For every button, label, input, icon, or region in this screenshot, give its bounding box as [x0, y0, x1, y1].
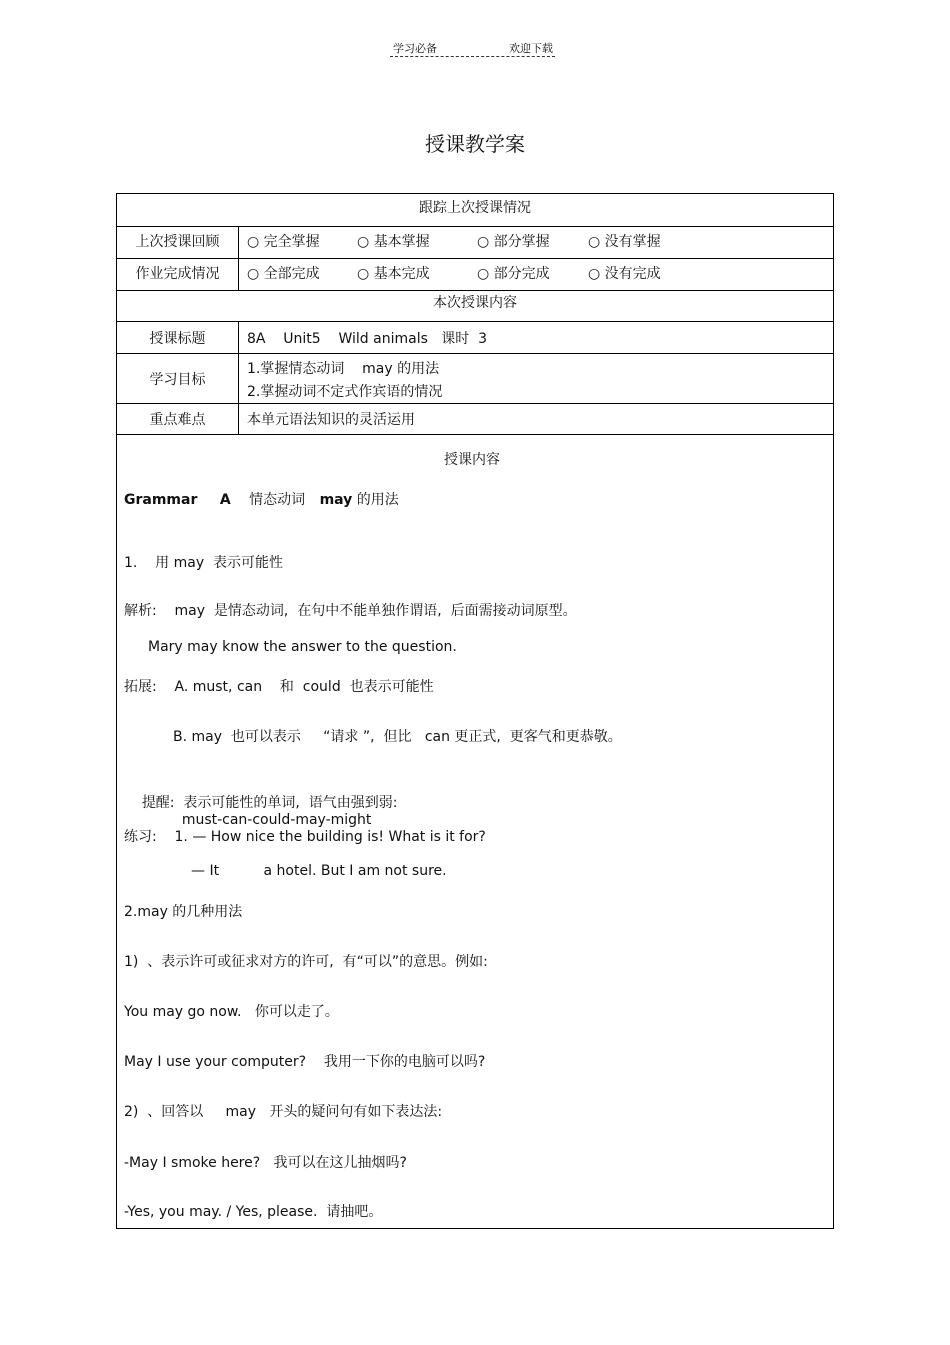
- grammar-heading: [124, 489, 399, 509]
- page-header: [390, 40, 555, 57]
- goals-line-2: 2.掌握动词不定式作宾语的情况: [247, 384, 443, 400]
- row-divider: [117, 353, 833, 354]
- exercise-answer-end: a hotel. But I am not sure.: [263, 863, 447, 879]
- homework-option-1: ○ 全部完成: [247, 266, 320, 282]
- row-divider: [117, 290, 833, 291]
- document-title: 授课教学案: [425, 132, 525, 156]
- homework-option-2: ○ 基本完成: [357, 266, 430, 282]
- topic-label: 授课标题: [149, 331, 206, 347]
- grammar-may: may: [319, 492, 353, 508]
- example-3: May I use your computer? 我用一下你的电脑可以吗?: [124, 1054, 486, 1070]
- goals-line-1: 1.掌握情态动词 may 的用法: [247, 361, 440, 377]
- exercise-question: 练习: 1. — How nice the building is! What is it for?: [124, 829, 486, 845]
- row-divider: [117, 226, 833, 227]
- column-divider: [238, 226, 239, 290]
- review-option-3: ○ 部分掌握: [477, 234, 550, 250]
- example-4: -May I smoke here? 我可以在这儿抽烟吗?: [124, 1155, 407, 1171]
- review-option-4: ○ 没有掌握: [588, 234, 661, 250]
- review-option-1: ○ 完全掌握: [247, 234, 320, 250]
- goals-label: 学习目标: [149, 372, 206, 388]
- topic-value: 8A Unit5 Wild animals 课时 3: [247, 331, 488, 347]
- column-divider: [238, 321, 239, 434]
- grammar-section: A: [219, 492, 231, 508]
- current-header: 本次授课内容: [433, 295, 517, 311]
- homework-label: 作业完成情况: [135, 266, 220, 282]
- example-1: Mary may know the answer to the question.: [148, 639, 457, 655]
- extension: 拓展: A. must, can 和 could 也表示可能性: [124, 679, 434, 695]
- row-divider: [117, 321, 833, 322]
- analysis: 解析: may 是情态动词, 在句中不能单独作谓语, 后面需接动词原型。: [124, 603, 577, 619]
- track-header: 跟踪上次授课情况: [419, 200, 531, 216]
- reminder-text: 提醒: 表示可能性的单词, 语气由强到弱:: [141, 795, 398, 811]
- focus-label: 重点难点: [149, 412, 206, 428]
- header-left: 学习必备: [393, 42, 437, 55]
- row-divider: [117, 403, 833, 404]
- exercise-answer-start: — It: [191, 863, 220, 879]
- reminder-sequence: must-can-could-may-might: [181, 812, 372, 828]
- grammar-title: Grammar: [124, 492, 198, 508]
- grammar-cn: 情态动词: [249, 492, 306, 508]
- usage-2: 2) 、回答以 may 开头的疑问句有如下表达法:: [124, 1104, 443, 1120]
- extension-b: B. may 也可以表示 “请求 ”, 但比 can 更正式, 更客气和更恭敬。: [173, 729, 622, 745]
- example-2: You may go now. 你可以走了。: [124, 1004, 339, 1020]
- homework-option-4: ○ 没有完成: [588, 266, 661, 282]
- example-5: -Yes, you may. / Yes, please. 请抽吧。: [124, 1204, 383, 1220]
- review-label: 上次授课回顾: [135, 234, 220, 250]
- point-2: 2.may 的几种用法: [124, 904, 243, 920]
- grammar-tail: 的用法: [356, 492, 399, 508]
- content-heading: 授课内容: [444, 452, 500, 468]
- exercise-answer: [191, 863, 447, 879]
- review-option-2: ○ 基本掌握: [357, 234, 430, 250]
- point-1: 1. 用 may 表示可能性: [124, 555, 284, 571]
- header-right: 欢迎下载: [509, 42, 553, 55]
- homework-option-3: ○ 部分完成: [477, 266, 550, 282]
- row-divider: [117, 258, 833, 259]
- focus-value: 本单元语法知识的灵活运用: [247, 412, 415, 428]
- lesson-table: [116, 193, 834, 1229]
- row-divider: [117, 434, 833, 435]
- usage-1: 1) 、表示许可或征求对方的许可, 有“可以”的意思。例如:: [124, 954, 488, 970]
